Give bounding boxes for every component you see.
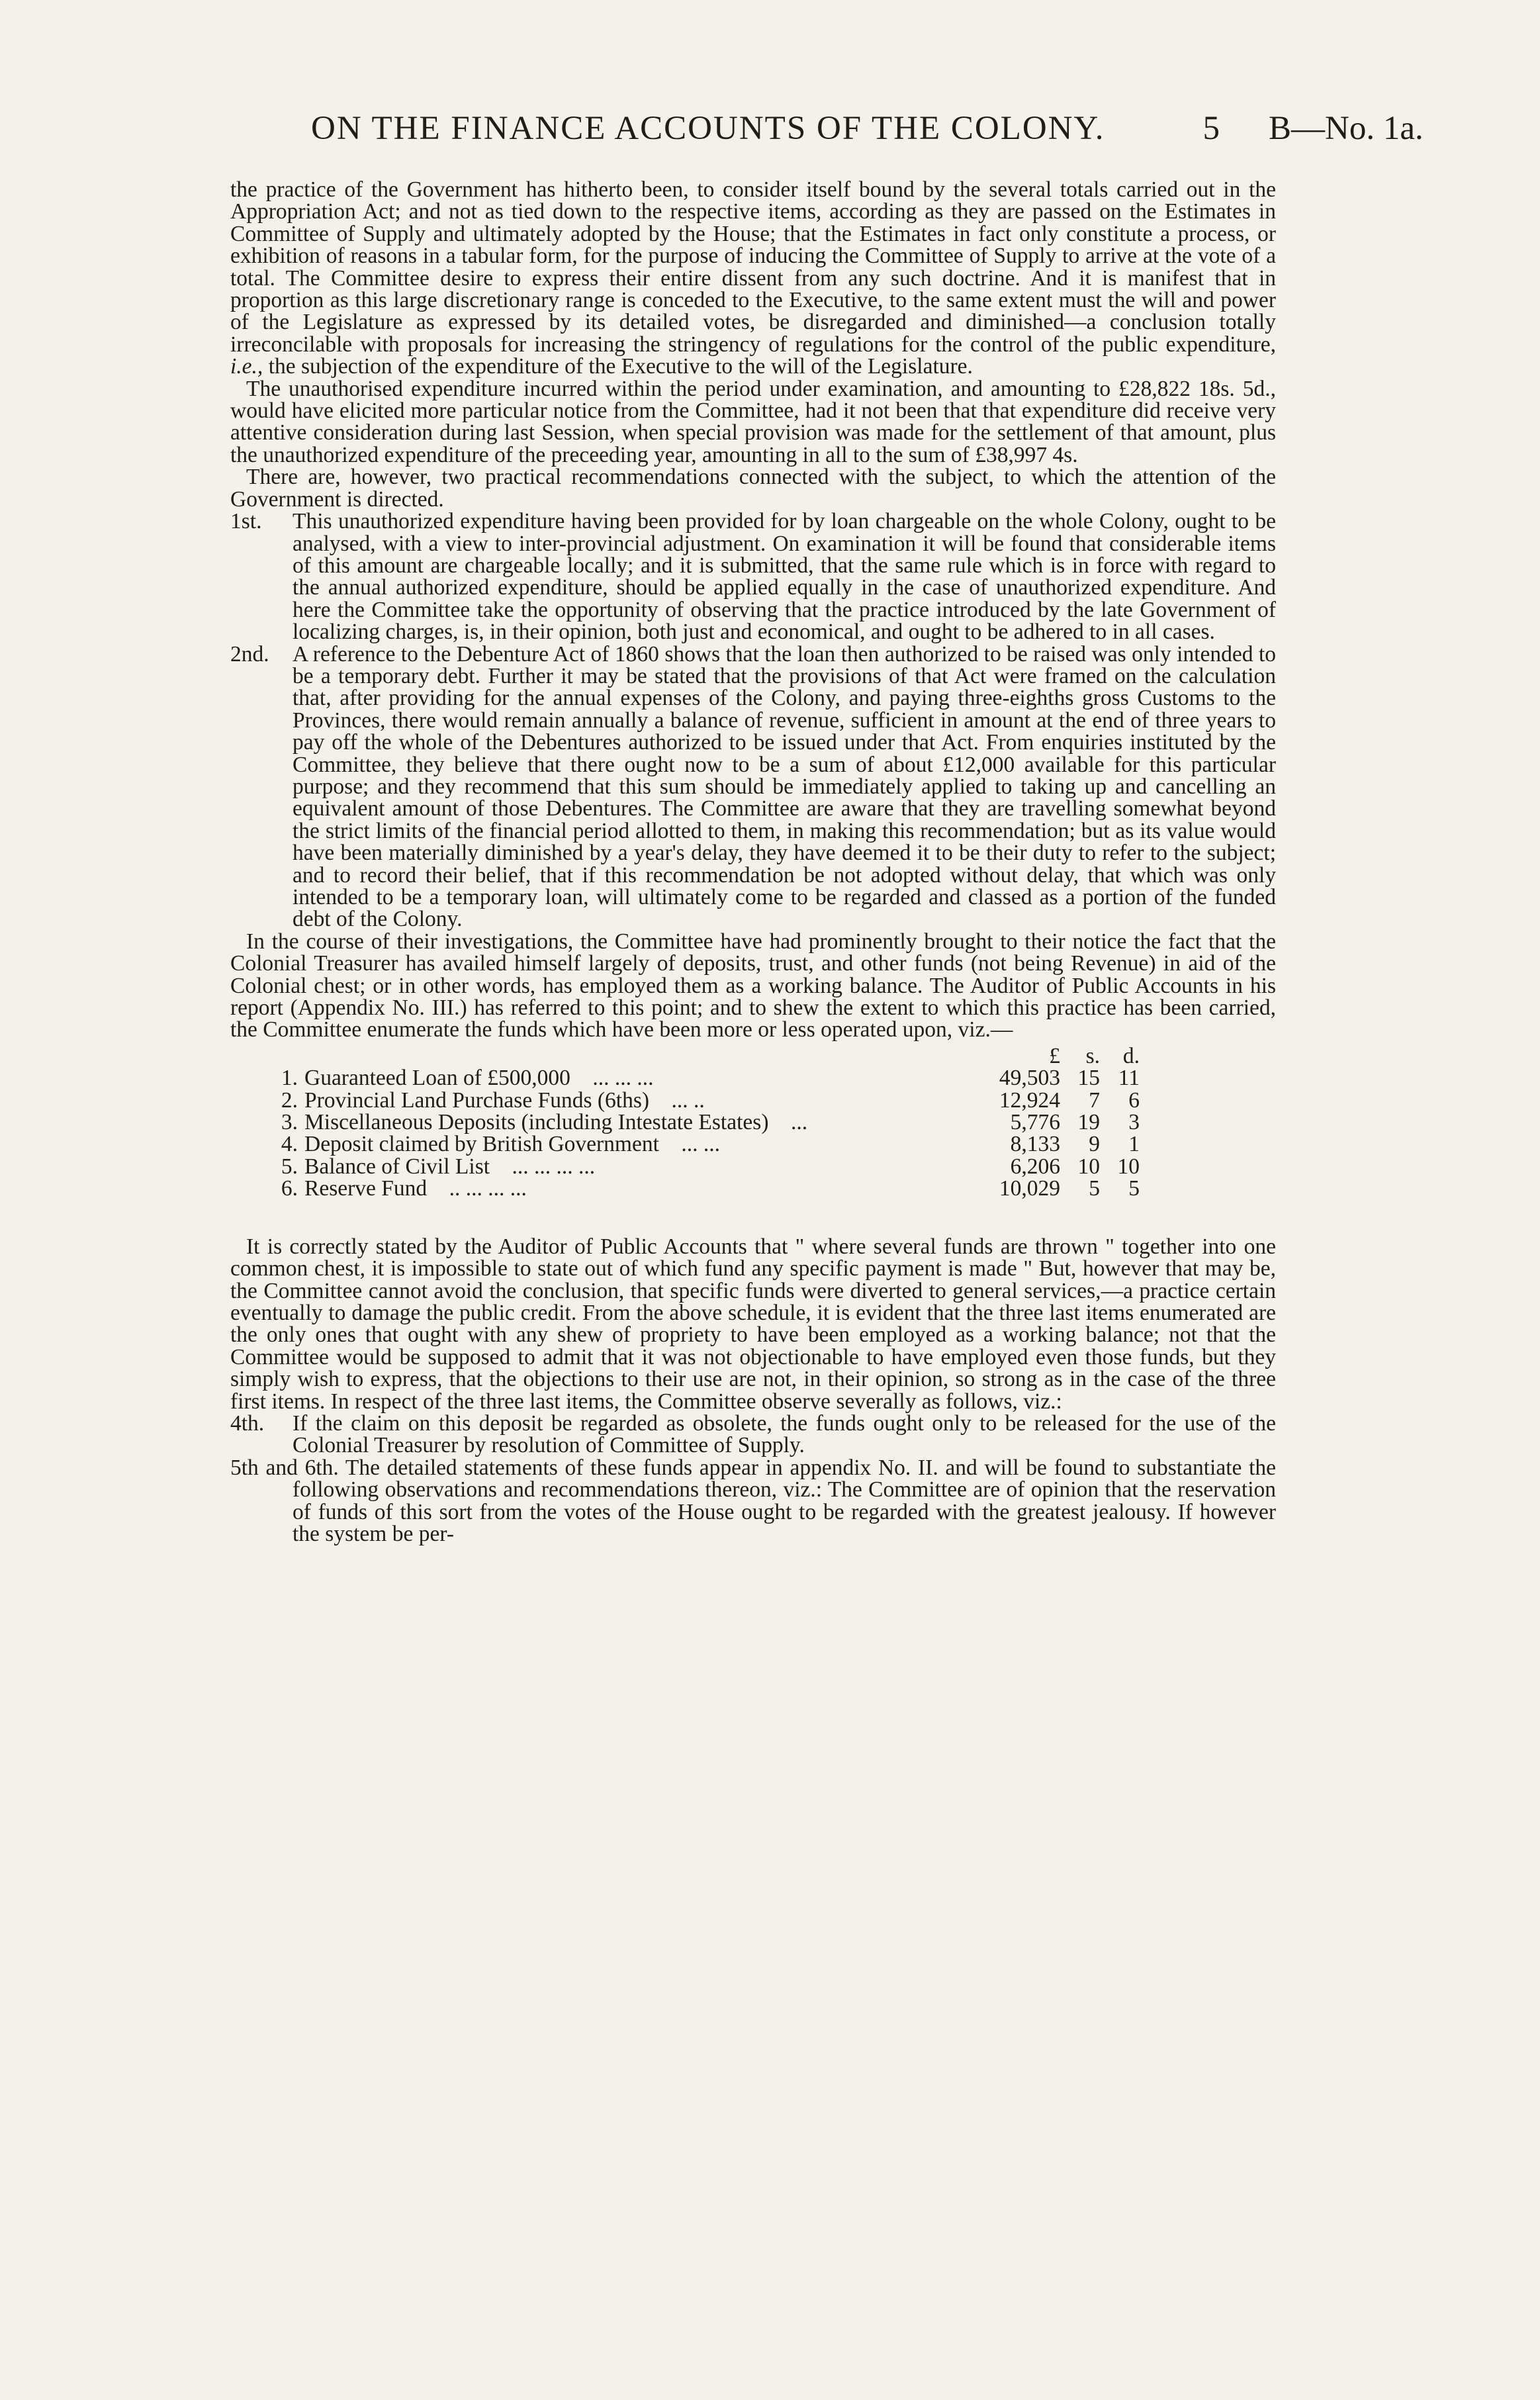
- table-row: 5. Balance of Civil List ... ... ... ... 6,206 10 10: [281, 1154, 1140, 1179]
- page-header: [311, 109, 1489, 156]
- recommendation-item: [230, 643, 1276, 931]
- table-row: 3. Miscellaneous Deposits (including Intestate Estates) ... 5,776 19 3: [281, 1110, 1140, 1135]
- table-row: 2. Provincial Land Purchase Funds (6ths) ... .. 12,924 7 6: [281, 1087, 1140, 1113]
- funds-table: [230, 1045, 1276, 1200]
- running-title: ON THE FINANCE ACCOUNTS OF THE COLONY.: [311, 110, 1105, 147]
- table-row: 6. Reserve Fund .. ... ... ... 10,029 5 5: [281, 1176, 1140, 1201]
- column-header: s.: [1085, 1043, 1100, 1068]
- body-text: [230, 179, 1276, 1545]
- table-row: 1. Guaranteed Loan of £500,000 ... ... ... 49,503 15 11: [281, 1066, 1140, 1091]
- page-number: 5: [1202, 110, 1220, 147]
- table-header-row: [230, 1045, 1140, 1067]
- paragraph: It is correctly stated by the Auditor of Public Accounts that " where several funds are thrown " together into one common chest, it is impossible to state out of which fund any specific payment is made " But, however that may be, the Committee cannot avoid the conclusion, that specific funds were diverted to general services,—a practice certain eventually to damage the public credit. From the above schedule, it is evident that the three last items enumerated are the only ones that ought with any shew of propriety to have been employed as a working balance; not that the Committee would be supposed to admit that it was not objectionable to have employed even those funds, but they simply wish to express, that the objections to their use are not, in their opinion, so strong as in the case of the three first items. In respect of the three last items, the Committee observe severally as follows, viz.:: [230, 1234, 1276, 1414]
- item-text: A reference to the Debenture Act of 1860 shows that the loan then authorized to be raised was only intended to be a temporary debt. Further it may be stated that the provisions of that Act were framed on the calculation that, after providing for the annual expenses of the Colony, and paying three-eighths gross Customs to the Provinces, there would remain annually a balance of revenue, sufficient in amount at the end of three years to pay off the whole of the Debentures authorized to be issued under that Act. From enquiries instituted by the Committee, they believe that there ought now to be a sum of about £12,000 available for this particular purpose; and they recommend that this sum should be immediately applied to taking up and cancelling an equivalent amount of those Debentures. The Committee are aware that they are travelling somewhat beyond the strict limits of the financial period allotted to them, in making this recommendation; but as its value would have been materially diminished by a year's delay, they have deemed it to be their duty to refer to the subject; and to record their belief, that if this recommendation be not adopted without delay, that which was only intended to be a temporary loan, will ultimately come to be regarded and classed as a portion of the funded debt of the Colony.: [293, 641, 1276, 932]
- paper-reference: B—No. 1a.: [1269, 110, 1424, 147]
- paragraph: the practice of the Government has hitherto been, to consider itself bound by the several totals carried out in the Appropriation Act; and not as tied down to the respective items, according as they are passed on the Estimates in Committee of Supply and ultimately adopted by the House; that the Estimates in fact only constitute a process, or exhibition of reasons in a tabular form, for the purpose of inducing the Committee of Supply to arrive at the vote of a total. The Committee desire to express their entire dissent from any such doctrine. And it is manifest that in proportion as this large discretionary range is conceded to the Executive, to the same extent must the will and power of the Legislature as expressed by its detailed votes, be disregarded and diminished—a conclusion totally irreconcilable with proposals for increasing the stringency of regulations for the control of the public expenditure, i.e., the subjection of the expenditure of the Executive to the will of the Legislature.: [230, 177, 1276, 379]
- item-number: 2nd.: [230, 641, 269, 667]
- paragraph: There are, however, two practical recommendations connected with the subject, to which the attention of the Government is directed.: [230, 465, 1276, 512]
- column-header: d.: [1122, 1043, 1140, 1068]
- item-number: 1st.: [230, 509, 262, 534]
- recommendation-item: [230, 1457, 1276, 1546]
- item-text: The detailed statements of these funds appear in appendix No. II. and will be found to substantiate the following observations and recommendations thereon, viz.: The Committee are of opinion that the reservation of funds of this sort from the votes of the House ought to be regarded with the greatest jealousy. If however the system be per-: [293, 1455, 1276, 1546]
- recommendation-item: [230, 1412, 1276, 1457]
- column-header: £: [1049, 1043, 1060, 1068]
- paragraph: The unauthorised expenditure incurred within the period under examination, and amounting to £28,822 18s. 5d., would have elicited more particular notice from the Committee, had it not been that that expenditure did receive very attentive consideration during last Session, when special provision was made for the settlement of that amount, plus the unauthorized expenditure of the preceeding year, amounting in all to the sum of £38,997 4s.: [230, 376, 1276, 467]
- item-number: 5th and 6th.: [230, 1455, 339, 1480]
- item-number: 4th.: [230, 1410, 265, 1436]
- item-text: If the claim on this deposit be regarded as obsolete, the funds ought only to be released for the use of the Colonial Treasurer by resolution of Committee of Supply.: [293, 1410, 1276, 1458]
- recommendation-item: [230, 510, 1276, 643]
- item-text: This unauthorized expenditure having been provided for by loan chargeable on the whole Colony, ought to be analysed, with a view to inter-provincial adjustment. On examination it will be found that considerable items of this amount are chargeable locally; and it is submitted, that the same rule which is in force with regard to the annual authorized expenditure, should be applied equally in the case of unauthorized expenditure. And here the Committee take the opportunity of observing that the practice introduced by the late Government of localizing charges, is, in their opinion, both just and economical, and ought to be adhered to in all cases.: [293, 509, 1276, 645]
- paragraph: In the course of their investigations, the Committee have had prominently brought to their notice the fact that the Colonial Treasurer has availed himself largely of deposits, trust, and other funds (not being Revenue) in aid of the Colonial chest; or in other words, has employed them as a working balance. The Auditor of Public Accounts in his report (Appendix No. III.) has referred to this point; and to shew the extent to which this practice has been carried, the Committee enumerate the funds which have been more or less operated upon, viz.—: [230, 929, 1276, 1042]
- table-row: 4. Deposit claimed by British Government ... ... 8,133 9 1: [281, 1132, 1140, 1157]
